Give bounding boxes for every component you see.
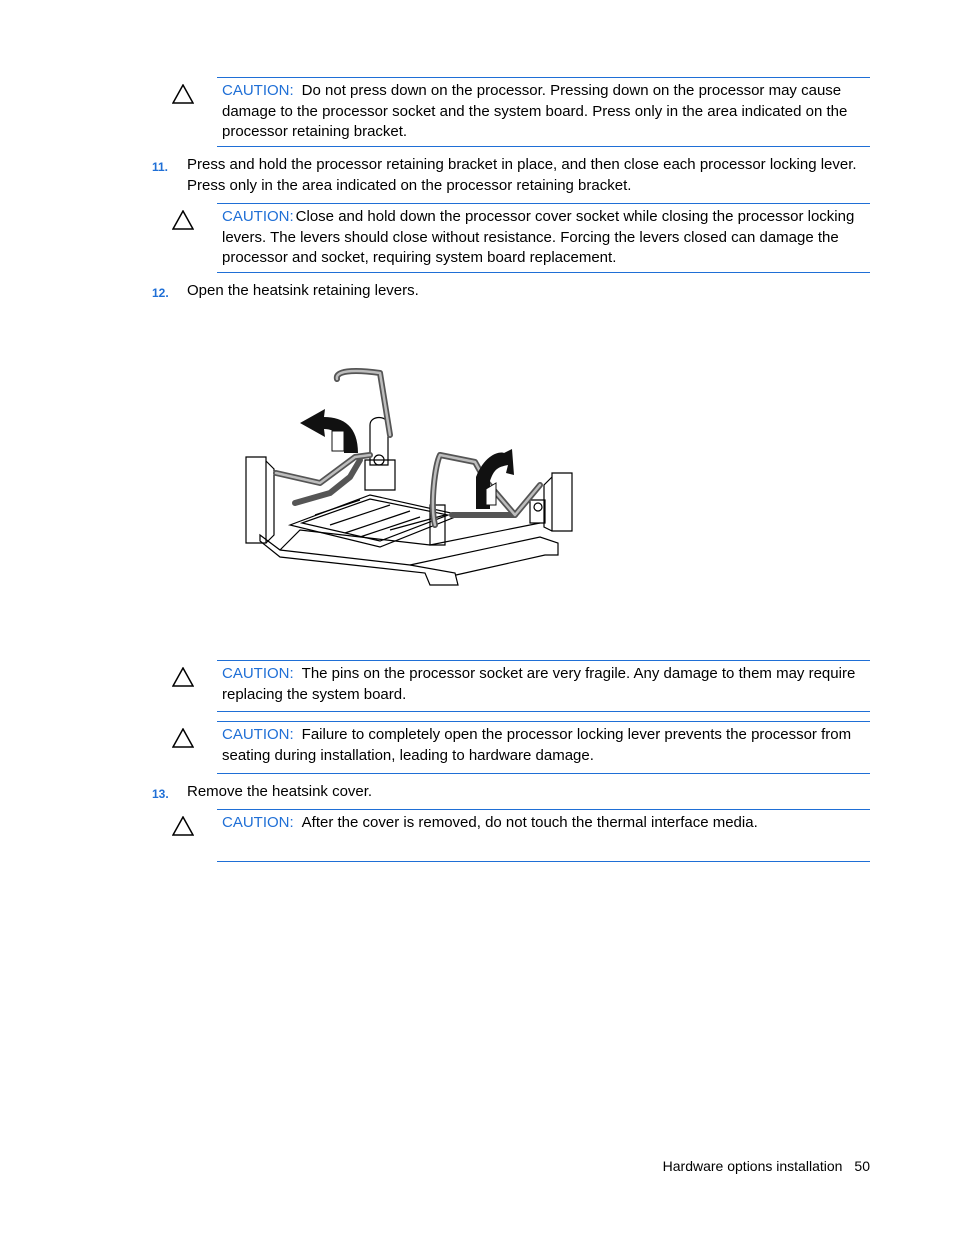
step-number: 11. — [152, 160, 169, 174]
caution-box — [217, 660, 870, 712]
caution-box — [217, 809, 870, 862]
caution-label: CAUTION: — [222, 814, 294, 831]
caution-text: The pins on the processor socket are very fragile. Any damage to them may require replacing the system board. — [222, 665, 856, 703]
caution-text: After the cover is removed, do not touch the thermal interface media. — [301, 814, 758, 831]
step-item — [152, 155, 872, 199]
caution-text: Failure to completely open the processor locking lever prevents the processor from seating during installation, leading to hardware damage. — [222, 726, 852, 764]
caution-box — [217, 203, 870, 273]
caution-label: CAUTION: — [222, 726, 294, 743]
caution-box — [217, 77, 870, 147]
step-text: Open the heatsink retaining levers. — [187, 282, 419, 299]
caution-box — [217, 721, 870, 774]
page-number: 50 — [854, 1158, 870, 1174]
warning-triangle-icon — [172, 667, 194, 687]
footer-section-title: Hardware options installation — [662, 1158, 843, 1174]
caution-label: CAUTION: — [222, 208, 294, 225]
page-footer — [663, 1158, 870, 1174]
caution-text: Close and hold down the processor cover socket while closing the processor locking levers. The levers should close without resistance. Forcing the levers closed can damage the processor and socket, requiring system board replacement. — [222, 208, 855, 266]
caution-text: Do not press down on the processor. Pressing down on the processor may cause damage to the processor socket and the system board. Press only in the area indicated on the processor retaining bracket. — [222, 82, 848, 140]
warning-triangle-icon — [172, 728, 194, 748]
warning-triangle-icon — [172, 210, 194, 230]
step-item — [152, 281, 872, 303]
step-number: 13. — [152, 787, 169, 801]
step-text: Remove the heatsink cover. — [187, 783, 373, 800]
caution-label: CAUTION: — [222, 665, 294, 682]
step-number: 12. — [152, 286, 169, 300]
caution-label: CAUTION: — [222, 82, 294, 99]
warning-triangle-icon — [172, 84, 194, 104]
heatsink-levers-illustration — [240, 365, 580, 590]
step-text: Press and hold the processor retaining bracket in place, and then close each processor locking lever. Press only in the area indicated on the processor retaining bracket. — [187, 156, 857, 194]
warning-triangle-icon — [172, 816, 194, 836]
step-item — [152, 782, 872, 804]
